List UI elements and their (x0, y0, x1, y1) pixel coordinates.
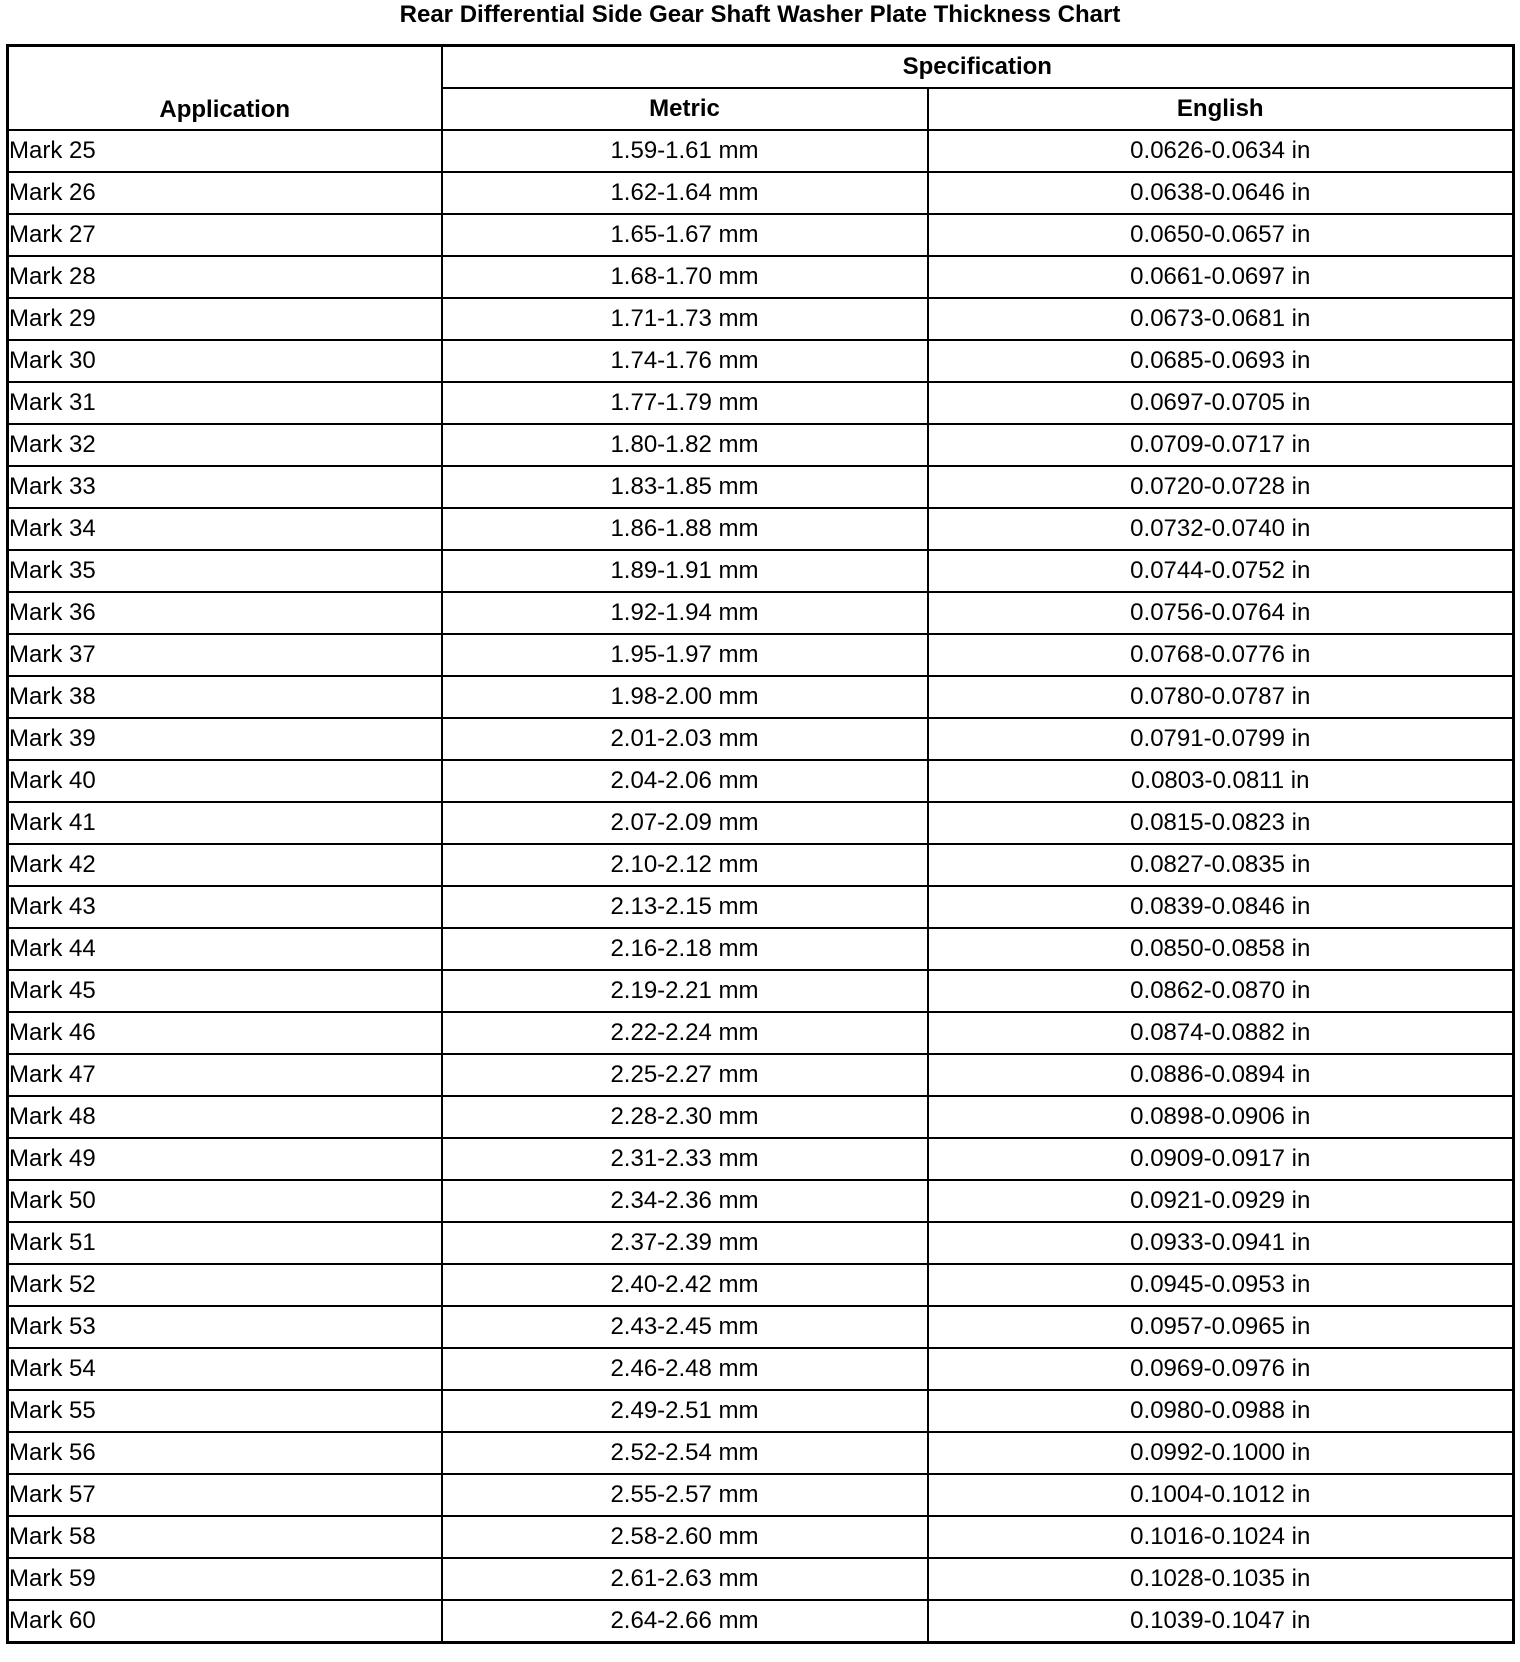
cell-english: 0.0815-0.0823 in (928, 802, 1514, 844)
page-title: Rear Differential Side Gear Shaft Washer Plate Thickness Chart (399, 1, 1121, 28)
cell-metric: 2.19-2.21 mm (442, 970, 928, 1012)
cell-english: 0.0791-0.0799 in (928, 718, 1514, 760)
cell-english: 0.0720-0.0728 in (928, 466, 1514, 508)
table-row (8, 508, 1514, 550)
table-row (8, 172, 1514, 214)
cell-application: Mark 40 (8, 760, 442, 802)
table-row (8, 1348, 1514, 1390)
cell-metric: 2.13-2.15 mm (442, 886, 928, 928)
cell-metric: 2.07-2.09 mm (442, 802, 928, 844)
table-row (8, 1390, 1514, 1432)
cell-application: Mark 59 (8, 1558, 442, 1600)
cell-application: Mark 31 (8, 382, 442, 424)
cell-application: Mark 58 (8, 1516, 442, 1558)
cell-application: Mark 26 (8, 172, 442, 214)
cell-application: Mark 55 (8, 1390, 442, 1432)
cell-metric: 2.04-2.06 mm (442, 760, 928, 802)
column-header-specification: Specification (442, 46, 1514, 89)
cell-english: 0.0874-0.0882 in (928, 1012, 1514, 1054)
table-row (8, 802, 1514, 844)
table-row (8, 1222, 1514, 1264)
cell-english: 0.0780-0.0787 in (928, 676, 1514, 718)
cell-application: Mark 37 (8, 634, 442, 676)
table-row (8, 718, 1514, 760)
cell-english: 0.0744-0.0752 in (928, 550, 1514, 592)
cell-application: Mark 45 (8, 970, 442, 1012)
cell-english: 0.1039-0.1047 in (928, 1600, 1514, 1643)
cell-application: Mark 48 (8, 1096, 442, 1138)
table-row (8, 970, 1514, 1012)
cell-metric: 2.58-2.60 mm (442, 1516, 928, 1558)
cell-application: Mark 34 (8, 508, 442, 550)
cell-metric: 2.40-2.42 mm (442, 1264, 928, 1306)
cell-metric: 2.31-2.33 mm (442, 1138, 928, 1180)
cell-application: Mark 50 (8, 1180, 442, 1222)
table-row (8, 214, 1514, 256)
cell-metric: 2.10-2.12 mm (442, 844, 928, 886)
cell-application: Mark 28 (8, 256, 442, 298)
table-row (8, 676, 1514, 718)
cell-metric: 1.98-2.00 mm (442, 676, 928, 718)
cell-metric: 1.80-1.82 mm (442, 424, 928, 466)
table-row (8, 1558, 1514, 1600)
table-row (8, 1264, 1514, 1306)
cell-application: Mark 54 (8, 1348, 442, 1390)
cell-english: 0.0945-0.0953 in (928, 1264, 1514, 1306)
column-header-english: English (928, 88, 1514, 130)
table-row (8, 424, 1514, 466)
table-row (8, 1096, 1514, 1138)
cell-application: Mark 36 (8, 592, 442, 634)
cell-english: 0.0685-0.0693 in (928, 340, 1514, 382)
table-header (8, 46, 1514, 131)
cell-english: 0.0673-0.0681 in (928, 298, 1514, 340)
cell-application: Mark 35 (8, 550, 442, 592)
cell-english: 0.0709-0.0717 in (928, 424, 1514, 466)
cell-metric: 1.59-1.61 mm (442, 130, 928, 172)
cell-metric: 1.74-1.76 mm (442, 340, 928, 382)
table-row (8, 256, 1514, 298)
cell-application: Mark 38 (8, 676, 442, 718)
cell-metric: 2.52-2.54 mm (442, 1432, 928, 1474)
table-row (8, 592, 1514, 634)
cell-english: 0.0697-0.0705 in (928, 382, 1514, 424)
column-header-metric: Metric (442, 88, 928, 130)
table-row (8, 886, 1514, 928)
column-header-application: Application (8, 46, 442, 131)
cell-english: 0.0933-0.0941 in (928, 1222, 1514, 1264)
table-row (8, 1180, 1514, 1222)
cell-application: Mark 43 (8, 886, 442, 928)
table-row (8, 928, 1514, 970)
cell-english: 0.0768-0.0776 in (928, 634, 1514, 676)
thickness-table (6, 44, 1515, 1644)
cell-application: Mark 53 (8, 1306, 442, 1348)
cell-metric: 1.92-1.94 mm (442, 592, 928, 634)
table-row (8, 1600, 1514, 1643)
cell-metric: 1.62-1.64 mm (442, 172, 928, 214)
cell-application: Mark 51 (8, 1222, 442, 1264)
cell-application: Mark 30 (8, 340, 442, 382)
cell-metric: 2.16-2.18 mm (442, 928, 928, 970)
cell-metric: 1.86-1.88 mm (442, 508, 928, 550)
cell-application: Mark 46 (8, 1012, 442, 1054)
cell-application: Mark 33 (8, 466, 442, 508)
cell-english: 0.0898-0.0906 in (928, 1096, 1514, 1138)
table-row (8, 130, 1514, 172)
cell-application: Mark 49 (8, 1138, 442, 1180)
cell-metric: 2.01-2.03 mm (442, 718, 928, 760)
cell-application: Mark 42 (8, 844, 442, 886)
cell-english: 0.1004-0.1012 in (928, 1474, 1514, 1516)
cell-english: 0.0732-0.0740 in (928, 508, 1514, 550)
cell-application: Mark 60 (8, 1600, 442, 1643)
cell-english: 0.0957-0.0965 in (928, 1306, 1514, 1348)
cell-metric: 1.77-1.79 mm (442, 382, 928, 424)
table-row (8, 550, 1514, 592)
cell-english: 0.0638-0.0646 in (928, 172, 1514, 214)
cell-metric: 1.65-1.67 mm (442, 214, 928, 256)
cell-english: 0.0650-0.0657 in (928, 214, 1514, 256)
table-row (8, 298, 1514, 340)
cell-english: 0.0756-0.0764 in (928, 592, 1514, 634)
cell-english: 0.0850-0.0858 in (928, 928, 1514, 970)
cell-metric: 1.95-1.97 mm (442, 634, 928, 676)
cell-english: 0.0886-0.0894 in (928, 1054, 1514, 1096)
cell-application: Mark 32 (8, 424, 442, 466)
cell-english: 0.0661-0.0697 in (928, 256, 1514, 298)
table-row (8, 1516, 1514, 1558)
table-row (8, 1432, 1514, 1474)
cell-application: Mark 39 (8, 718, 442, 760)
table-row (8, 844, 1514, 886)
table-row (8, 1054, 1514, 1096)
cell-metric: 2.25-2.27 mm (442, 1054, 928, 1096)
table-row (8, 1474, 1514, 1516)
cell-english: 0.0921-0.0929 in (928, 1180, 1514, 1222)
cell-application: Mark 29 (8, 298, 442, 340)
cell-application: Mark 57 (8, 1474, 442, 1516)
cell-application: Mark 41 (8, 802, 442, 844)
cell-english: 0.0626-0.0634 in (928, 130, 1514, 172)
cell-english: 0.1016-0.1024 in (928, 1516, 1514, 1558)
cell-metric: 2.64-2.66 mm (442, 1600, 928, 1643)
cell-metric: 1.89-1.91 mm (442, 550, 928, 592)
table-row (8, 382, 1514, 424)
cell-english: 0.0803-0.0811 in (928, 760, 1514, 802)
cell-metric: 2.55-2.57 mm (442, 1474, 928, 1516)
table-row (8, 760, 1514, 802)
cell-english: 0.0862-0.0870 in (928, 970, 1514, 1012)
cell-metric: 2.28-2.30 mm (442, 1096, 928, 1138)
cell-metric: 2.34-2.36 mm (442, 1180, 928, 1222)
cell-application: Mark 56 (8, 1432, 442, 1474)
cell-english: 0.0969-0.0976 in (928, 1348, 1514, 1390)
table-row (8, 1138, 1514, 1180)
table-row (8, 634, 1514, 676)
cell-english: 0.0827-0.0835 in (928, 844, 1514, 886)
table-row (8, 1012, 1514, 1054)
cell-metric: 1.68-1.70 mm (442, 256, 928, 298)
cell-metric: 2.22-2.24 mm (442, 1012, 928, 1054)
cell-english: 0.1028-0.1035 in (928, 1558, 1514, 1600)
cell-metric: 2.43-2.45 mm (442, 1306, 928, 1348)
cell-application: Mark 27 (8, 214, 442, 256)
header-row-top (8, 46, 1514, 89)
cell-english: 0.0909-0.0917 in (928, 1138, 1514, 1180)
table-row (8, 340, 1514, 382)
cell-english: 0.0980-0.0988 in (928, 1390, 1514, 1432)
cell-english: 0.0992-0.1000 in (928, 1432, 1514, 1474)
table-body (8, 130, 1514, 1643)
cell-metric: 2.37-2.39 mm (442, 1222, 928, 1264)
cell-metric: 2.49-2.51 mm (442, 1390, 928, 1432)
cell-metric: 2.46-2.48 mm (442, 1348, 928, 1390)
table-row (8, 1306, 1514, 1348)
cell-application: Mark 52 (8, 1264, 442, 1306)
cell-metric: 2.61-2.63 mm (442, 1558, 928, 1600)
cell-metric: 1.83-1.85 mm (442, 466, 928, 508)
cell-metric: 1.71-1.73 mm (442, 298, 928, 340)
cell-english: 0.0839-0.0846 in (928, 886, 1514, 928)
cell-application: Mark 25 (8, 130, 442, 172)
table-row (8, 466, 1514, 508)
cell-application: Mark 44 (8, 928, 442, 970)
cell-application: Mark 47 (8, 1054, 442, 1096)
